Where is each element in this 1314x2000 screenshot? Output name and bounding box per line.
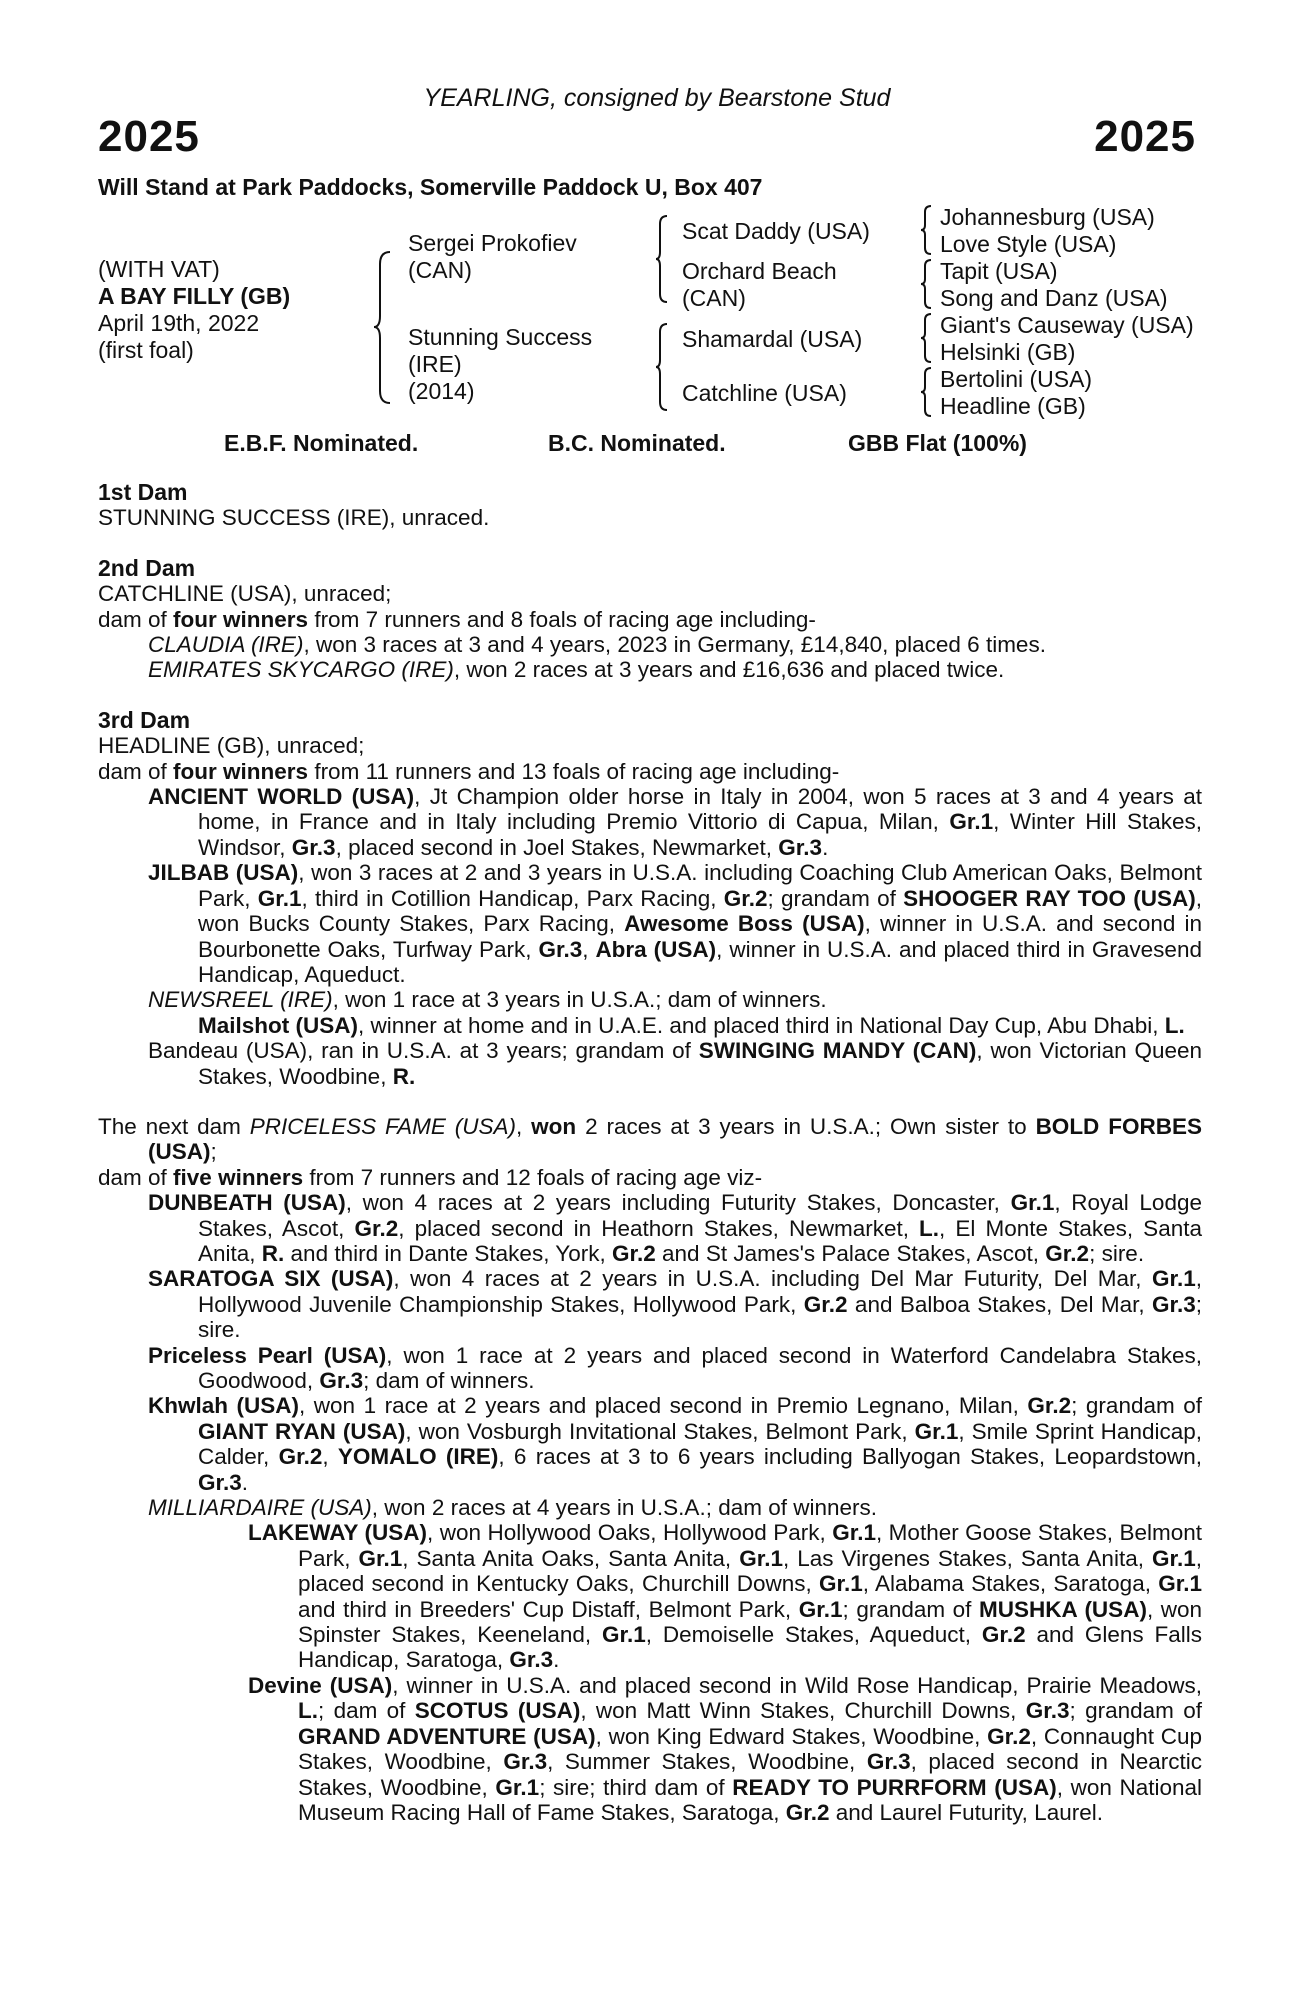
brace-sire [654, 214, 670, 304]
gp-2: Love Style (USA) [940, 231, 1117, 257]
gp-6: Helsinki (GB) [940, 339, 1076, 365]
second-dam-section [98, 556, 1202, 683]
progeny-milliardaire: MILLIARDAIRE (USA), won 2 races at 4 years in U.S.A.; dam of winners. [148, 1495, 878, 1521]
third-dam-title: 3rd Dam [98, 706, 191, 733]
gp-7: Bertolini (USA) [940, 366, 1093, 392]
third-dam-section [98, 708, 1202, 1089]
third-dam-line: HEADLINE (GB), unraced; [98, 733, 365, 759]
progeny-bandeau: Bandeau (USA), ran in U.S.A. at 3 years; grandam of SWINGING MANDY (CAN), won Victorian Queen Stakes, Woodbine, R. [148, 1038, 1203, 1089]
brace-g2 [920, 258, 934, 310]
progeny-devine: Devine (USA), winner in U.S.A. and placed second in Wild Rose Handicap, Prairie Meadows, L.; dam of SCOTUS (USA), won Matt Winn Stakes, Churchill Downs, Gr.3; grandam of GRAND ADVENTURE (USA), won King Edward Stakes, Woodbine, Gr.2, Connaught Cup Stakes, Woodbine, Gr.3, Summer Stakes, Woodbine, Gr.3, placed second in Nearctic Stakes, Woodbine, Gr.1; sire; third dam of READY TO PURRFORM (USA), won National Museum Racing Hall of Fame Stakes, Saratoga, Gr.2 and Laurel Futurity, Laurel. [248, 1672, 1203, 1825]
dam-name: Stunning Success [408, 324, 593, 350]
progeny-khwlah: Khwlah (USA), won 1 race at 2 years and placed second in Premio Legnano, Milan, Gr.2; grandam of GIANT RYAN (USA), won Vosburgh Invitational Stakes, Belmont Park, Gr.1, Smile Sprint Handicap, Calder, Gr.2, YOMALO (IRE), 6 races at 3 to 6 years including Ballyogan Stakes, Leopardstown, Gr.3. [148, 1393, 1203, 1495]
progeny-dunbeath: DUNBEATH (USA), won 4 races at 2 years including Futurity Stakes, Doncaster, Gr.1, Royal Lodge Stakes, Ascot, Gr.2, placed second in Heathorn Stakes, Newmarket, L., El Monte Stakes, Santa Anita, R. and third in Dante Stakes, York, Gr.2 and St James's Palace Stakes, Ascot, Gr.2; sire. [148, 1190, 1202, 1266]
dam-country: (IRE) [408, 351, 462, 377]
bc-nomination: B.C. Nominated. [548, 430, 726, 456]
sire-sire: Scat Daddy (USA) [682, 218, 870, 244]
progeny-newsreel: NEWSREEL (IRE), won 1 race at 3 years in U.S.A.; dam of winners. [148, 987, 827, 1013]
brace-g4 [920, 366, 934, 418]
second-dam-title: 2nd Dam [98, 554, 196, 581]
consignment-line: YEARLING, consigned by Bearstone Stud [423, 84, 891, 112]
sire-dam: Orchard Beach [682, 258, 837, 284]
sire-name: Sergei Prokofiev [408, 230, 577, 256]
first-dam-text: STUNNING SUCCESS (IRE), unraced. [98, 505, 490, 531]
gbb-flat: GBB Flat (100%) [848, 430, 1027, 456]
horse-name: A BAY FILLY (GB) [98, 283, 291, 309]
brace-g3 [920, 312, 934, 364]
next-dam-line: The next dam PRICELESS FAME (USA), won 2 races at 3 years in U.S.A.; Own sister to BOLD FORBES (USA); [98, 1113, 1202, 1165]
dam-dam: Catchline (USA) [682, 380, 847, 406]
dam-year: (2014) [408, 378, 475, 404]
brace-dam [654, 322, 670, 412]
progeny-lakeway: LAKEWAY (USA), won Hollywood Oaks, Hollywood Park, Gr.1, Mother Goose Stakes, Belmont Park, Gr.1, Santa Anita Oaks, Santa Anita, Gr.1, Las Virgenes Stakes, Santa Anita, Gr.1, placed second in Kentucky Oaks, Churchill Downs, Gr.1, Alabama Stakes, Saratoga, Gr.1 and third in Breeders' Cup Distaff, Belmont Park, Gr.1; grandam of MUSHKA (USA), won Spinster Stakes, Keeneland, Gr.1, Demoiselle Stakes, Aqueduct, Gr.2 and Glens Falls Handicap, Saratoga, Gr.3. [248, 1520, 1203, 1673]
third-dam-produce: dam of four winners from 11 runners and 13 foals of racing age including- [98, 758, 840, 784]
produce-record [98, 480, 1202, 1825]
gp-4: Song and Danz (USA) [940, 285, 1168, 311]
gp-8: Headline (GB) [940, 393, 1086, 419]
sire-country: (CAN) [408, 257, 472, 283]
next-dam-section [98, 1114, 1202, 1825]
ebf-nomination: E.B.F. Nominated. [224, 430, 419, 456]
brace-main [372, 250, 394, 405]
progeny-saratoga-six: SARATOGA SIX (USA), won 4 races at 2 years in U.S.A. including Del Mar Futurity, Del Mar, Gr.1, Hollywood Juvenile Championship Stakes, Hollywood Park, Gr.2 and Balboa Stakes, Del Mar, Gr.3; sire. [148, 1266, 1202, 1343]
progeny-emirates-skycargo: EMIRATES SKYCARGO (IRE), won 2 races at 3 years and £16,636 and placed twice. [148, 657, 1005, 683]
progeny-priceless-pearl: Priceless Pearl (USA), won 1 race at 2 years and placed second in Waterford Candelabra Stakes, Goodwood, Gr.3; dam of winners. [148, 1342, 1202, 1393]
foaling-date: April 19th, 2022 [98, 310, 260, 336]
gp-5: Giant's Causeway (USA) [940, 312, 1194, 338]
progeny-jilbab: JILBAB (USA), won 3 races at 2 and 3 years in U.S.A. including Coaching Club American Oaks, Belmont Park, Gr.1, third in Cotillion Handicap, Parx Racing, Gr.2; grandam of SHOOGER RAY TOO (USA), won Bucks County Stakes, Parx Racing, Awesome Boss (USA), winner in U.S.A. and second in Bourbonette Oaks, Turfway Park, Gr.3, Abra (USA), winner in U.S.A. and placed third in Gravesend Handicap, Aqueduct. [148, 860, 1202, 987]
year-right: 2025 [1094, 112, 1196, 161]
gp-1: Johannesburg (USA) [940, 204, 1155, 230]
brace-g1 [920, 204, 934, 256]
stand-location: Will Stand at Park Paddocks, Somerville Paddock U, Box 407 [98, 174, 763, 200]
progeny-mailshot: Mailshot (USA), winner at home and in U.A.E. and placed third in National Day Cup, Abu Dhabi, L. [198, 1012, 1185, 1038]
vat-label: (WITH VAT) [98, 256, 220, 282]
next-dam-produce: dam of five winners from 7 runners and 12 foals of racing age viz- [98, 1164, 763, 1190]
second-dam-line: CATCHLINE (USA), unraced; [98, 581, 392, 607]
gp-3: Tapit (USA) [940, 258, 1058, 284]
year-left: 2025 [98, 112, 200, 161]
foal-note: (first foal) [98, 337, 194, 363]
sire-dam-country: (CAN) [682, 285, 746, 311]
first-dam-title: 1st Dam [98, 479, 188, 505]
first-dam-section [98, 480, 1202, 531]
progeny-ancient-world: ANCIENT WORLD (USA), Jt Champion older horse in Italy in 2004, won 5 races at 3 and 4 years at home, in France and in Italy including Premio Vittorio di Capua, Milan, Gr.1, Winter Hill Stakes, Windsor, Gr.3, placed second in Joel Stakes, Newmarket, Gr.3. [148, 784, 1202, 860]
second-dam-produce: dam of four winners from 7 runners and 8 foals of racing age including- [98, 606, 816, 632]
dam-sire: Shamardal (USA) [682, 326, 863, 352]
progeny-claudia: CLAUDIA (IRE), won 3 races at 3 and 4 years, 2023 in Germany, £14,840, placed 6 times. [148, 632, 1046, 658]
